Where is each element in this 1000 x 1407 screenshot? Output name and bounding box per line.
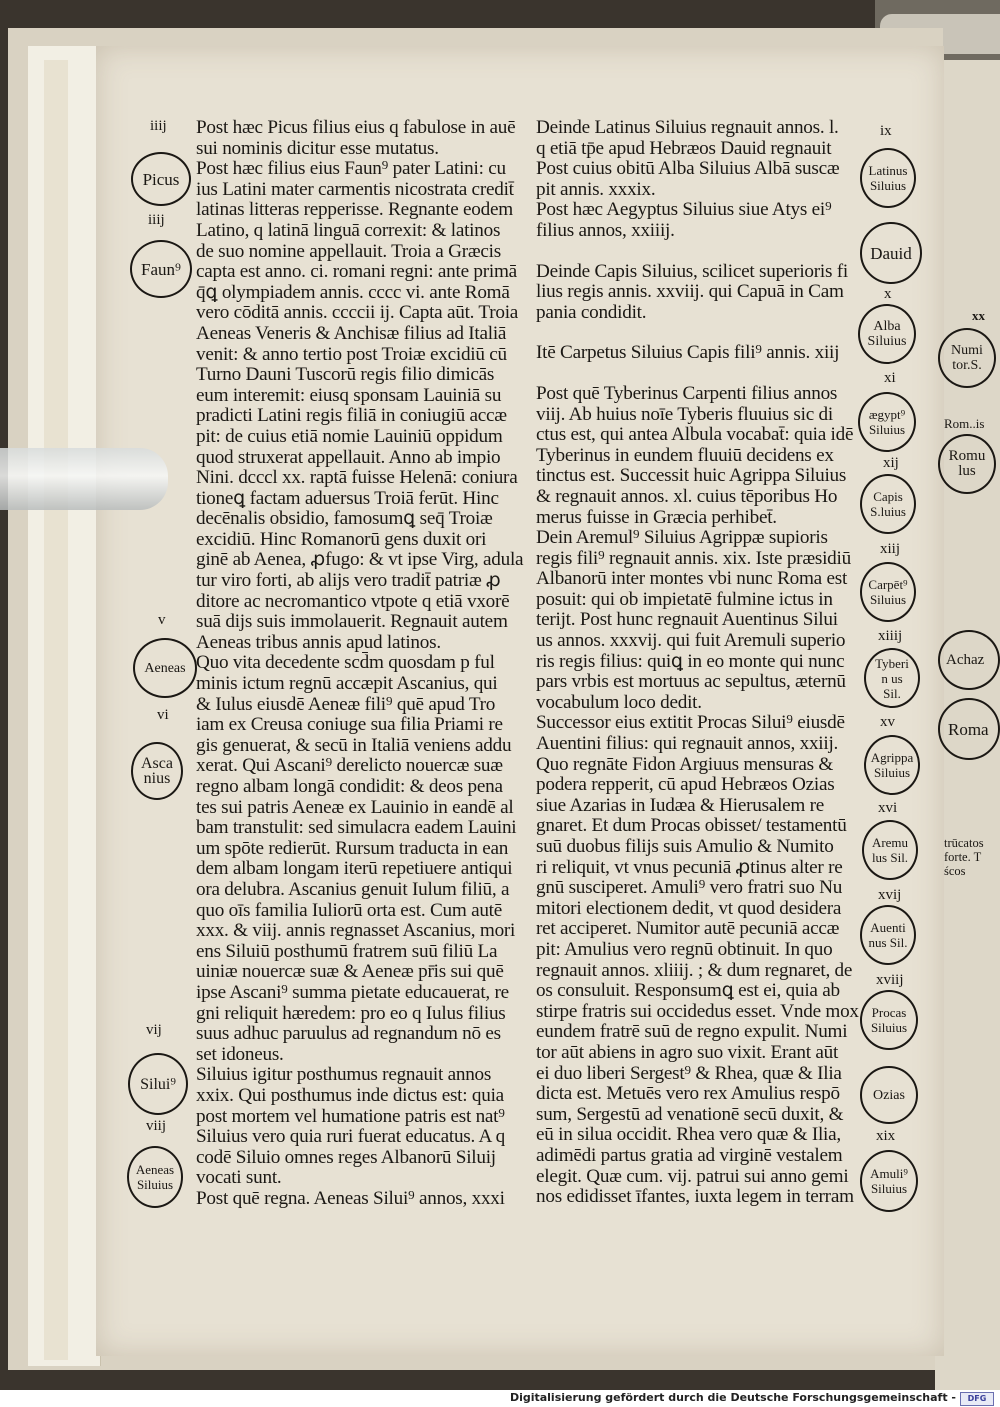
text-line: eum interemit: eiusq sponsam Lauiniā su [196,384,502,406]
margin-numeral: iiij [148,212,165,228]
roundel-aeneas: Aeneas [133,638,197,698]
text-line: q̄ꝗ olympiadem annis. cccc vi. ante Romā [196,281,510,303]
dfg-logo: DFG [960,1392,994,1406]
text-line: gis genuerat, & secū in Italiā veniens addu [196,734,512,756]
margin-numeral: v [158,612,166,628]
text-line: quod struxerat appellauit. Anno ab impio [196,446,501,468]
text-line: Siluius igitur posthumus regnauit annos [196,1064,492,1086]
roundel-numitor: Numi tor.S. [938,328,996,388]
text-line: ens Siluiū posthumū fratrem suū filiū La [196,940,498,962]
text-line: elegit. Quæ cum. vij. patrui sui anno gemi [536,1165,849,1187]
roundel-ozias: Ozias [860,1066,918,1124]
text-line: & Iulus eiusdē Aeneæ fili⁹ quē apud Tro [196,693,496,715]
text-line: vero cōditā annis. ccccii ij. Capta aūt. Troia [196,302,519,324]
text-line: Albanorū inter montes vbi nunc Roma est [536,568,848,590]
text-line: viij. Ab huius noīe Tyberis fluuius sic di [536,403,833,425]
text-line: uiniæ nouercæ suæ & Aeneæ pr̄is sui quē [196,961,504,983]
text-line: xxix. Qui posthumus inde dictus est: quia [196,1084,504,1106]
text-line: gnū susciperet. Amuli⁹ vero fratri suo Nu [536,877,843,899]
roundel-ascanius: Asca nius [131,742,183,800]
text-line: Post hæc Aegyptus Siluius siue Atys ei⁹ [536,199,832,221]
text-line: pit: de cuius etiā nomie Lauiniū oppidum [196,425,503,447]
text-line: post mortem vel humatione patris est nat⁹ [196,1105,505,1127]
right-text-column [536,118,858,1208]
roundel-auentinus-siluius: Auenti nus Sil. [860,905,916,965]
text-line: Post quē Tyberinus Carpenti filius annos [536,382,838,404]
text-line: Post cuius obitū Alba Siluius Albā suscæ [536,158,840,180]
text-line [536,242,858,262]
text-line: dicta est. Metuēs vero rex Amulius respō [536,1083,840,1105]
roundel-carpetus-siluius: Carpēt⁹ Siluius [860,562,916,622]
text-line: suā dijs suis immolauerit. Regnauit autem [196,611,508,633]
text-line: Post hæc filius eius Faun⁹ pater Latini: cu [196,158,506,180]
text-line: lius regis annis. xxviij. qui Capuā in Cam [536,281,844,303]
roundel-agrippa-siluius: Agrippa Siluius [864,735,920,795]
margin-numeral: x [884,286,892,302]
text-line: us annos. xxxvij. qui fuit Aremuli superio [536,630,846,652]
margin-numeral: xv [880,714,895,730]
text-line: & regnauit annos. xl. cuius tēporibus Ho [536,485,838,507]
margin-numeral: xiiij [878,628,903,644]
text-line: sui nominis dicitur esse mutatus. [196,137,439,159]
text-line: Turno Dauni Tuscorū regis filio dimicās [196,364,495,386]
text-line: bam transtulit: sed simulacra eadem Lauini [196,817,517,839]
text-line: pit annis. xxxix. [536,178,656,200]
text-line: eū in silua occidit. Rhea vero quæ & Ilia, [536,1124,841,1146]
text-line: suus adhuc paruulus ad regnandum nō es [196,1023,501,1045]
text-line: Post quē regna. Aeneas Silui⁹ annos, xxxi [196,1187,505,1209]
text-line: tioneꝗ factam aduersus Troiā ferūt. Hinc [196,487,499,509]
text-line: siue Azarias in Iudæa & Hierusalem re [536,794,825,816]
margin-numeral: xi [884,370,896,386]
text-line: Auentini filius: qui regnauit annos, xxiij. [536,733,839,755]
text-line: eundem fratrē suū de regno expulit. Numi [536,1021,848,1043]
roundel-romulus: Romu lus [938,434,996,494]
margin-numeral: xviij [876,972,904,988]
text-line: ctus est, qui antea Albula vocabat̄: quia idē [536,424,854,446]
margin-numeral: iiij [150,118,167,134]
margin-numeral: viij [146,1118,167,1134]
text-line: quo oīs familia Iuliorū orta est. Cum autē [196,899,503,921]
glass-clip [0,448,168,510]
text-line: ei duo liberi Sergest⁹ & Rhea, quæ & Ilia [536,1062,842,1084]
next-page-fragment: Rom..is [944,416,985,431]
text-line: Itē Carpetus Siluius Capis fili⁹ annis. xiij [536,342,840,364]
margin-numeral: xvij [878,887,902,903]
text-line: regno albam longā condidit: & deos pena [196,776,503,797]
text-line: pradicti Latini regis filiā in coniugiū accæ [196,405,507,427]
next-page-fragment: trūcatos forte. T ścos [944,836,984,878]
text-line: Dein Aremul⁹ Siluius Agrippæ supioris [536,527,828,549]
text-line [536,323,858,343]
next-page-numeral: xx [972,308,985,323]
footer-credit: Digitalisierung gefördert durch die Deutsche Forschungsgemeinschaft - [509,1391,956,1404]
text-line: nos edidisset īfantes, iuxta legem in terram [536,1186,854,1208]
text-line: Post hæc Picus filius eius q fabulose in auē [196,117,516,138]
text-line: codē Siluio omnes reges Albanorū Siluij [196,1146,496,1168]
text-line: filius annos, xxiiij. [536,219,675,241]
text-line: Tyberinus in eundem fluuiū decidens ex [536,444,834,466]
margin-numeral: xij [883,455,899,471]
text-line: podera repperit, cū apud Hebræos Ozias [536,774,835,796]
text-line: ret acciperet. Numitor autē pecuniā accæ [536,918,840,940]
margin-numeral: xiij [880,541,901,557]
text-line: gnaret. Et dum Procas obisset/ testamentū [536,815,847,837]
guard-strip-inner [44,60,68,1360]
text-line: um spōte redierūt. Rursum traducta in ean [196,837,509,859]
margin-numeral: xix [876,1128,896,1144]
text-line: ginē ab Aenea, ꝓfugo: & vt ipse Virg, adula [196,549,524,571]
text-line: stirpe fratris sui occidedus esset. Vnde mox [536,1000,859,1022]
text-line: ius Latini mater carmentis nicostrata credit̄ [196,178,514,200]
text-line: terijt. Post hunc regnauit Auentinus Silui [536,609,838,631]
text-line: suū duobus filijs suis Amulio & Numito [536,836,834,857]
text-line: Deinde Capis Siluius, scilicet superioris fi [536,260,848,282]
text-line: latinas litteras repperisse. Regnante eodem [196,199,513,221]
text-line: os consuluit. Responsumꝗ est ei, quia ab [536,980,840,1002]
roundel-amulius-siluius: Amuli⁹ Siluius [860,1150,918,1212]
text-line: pania condidit. [536,301,647,323]
text-line: posuit: qui ob impietatē fulmine ictus in [536,588,833,610]
text-line: merus fuisse in Græcia perhibet̄. [536,506,777,528]
text-line: mitori electionem dedit, vt quod desidera [536,897,842,919]
text-line: vocabulum loco dedit. [536,691,702,713]
text-line: Successor eius extitit Procas Silui⁹ eiusdē [536,712,845,734]
text-line: ris regis filius: quiꝗ in eo monte qui nunc [536,650,845,672]
roundel-dauid: Dauid [860,222,922,284]
text-line: ri reliquit, vt vnus pecuniā ꝓtinus alter re [536,856,843,878]
margin-numeral: xvi [878,800,898,816]
roundel-procas-siluius: Procas Siluius [860,990,918,1050]
text-line: Aeneas tribus annis apud latinos. [196,631,441,653]
text-line: Siluius vero quia ruri fuerat educatus. A q [196,1126,505,1148]
text-line: Latino, q latinā linguā correxit: & latinos [196,219,501,241]
text-line: iam ex Creusa coniuge sua filia Priami re [196,714,503,736]
text-line: ipse Ascani⁹ summa pietate educauerat, re [196,981,509,1003]
text-line: ditore ac necromantico vtpote q etiā vxorē [196,590,510,612]
text-line: xxx. & viij. annis regnasset Ascanius, mori [196,920,516,942]
text-line: tinctus est. Successit huic Agrippa Siluius [536,465,847,487]
text-line: tor aūt abiens in agro suo vixit. Erant aūt [536,1041,839,1063]
text-line: pars vrbis est mortuus ac sepultus, æternū [536,671,846,693]
text-line: tes sui patris Aeneæ ex Lauinio in eandē al [196,796,514,818]
text-line: dem albam longam iterū repetiuere antiqui [196,858,513,880]
roundel-tyberinus-siluius: Tyberi n us Sil. [864,648,920,708]
roundel-alba-siluius: Alba Siluius [858,304,916,364]
text-line: adimēdi partus gratia ad virginē vestalem [536,1144,843,1166]
margin-numeral: vi [157,707,169,723]
text-line: q etiā tp̄e apud Hebræos Dauid regnauit [536,137,832,159]
roundel-achaz: Achaz [938,630,1000,690]
text-line: gni reliquit hæredem: pro eo q Iulus filius [196,1002,506,1024]
roundel-aeneas-siluius: Aeneas Siluius [127,1146,183,1208]
text-line: minis ictum regnū accæpit Ascanius, qui [196,673,498,695]
roundel-roma: Roma [938,698,1000,760]
text-line [536,364,858,384]
text-line: ora delubra. Ascanius genuit Iulum filiū, a [196,878,510,900]
margin-numeral: vij [146,1022,162,1038]
margin-numeral: ix [880,123,892,139]
roundel-siluius: Silui⁹ [128,1053,188,1115]
text-line: regnauit annos. xliiij. ; & dum regnaret, de [536,959,853,981]
roundel-faunus: Faun⁹ [130,240,192,298]
text-line: de suo nomine appellauit. Troia a Græcis [196,240,501,262]
text-line: tur viro forti, ab alijs vero tradit̄ patriæ ꝓ [196,570,501,592]
text-line: decēnalis obsidio, famosumꝗ seq̄ Troiæ [196,508,493,530]
text-line: Deinde Latinus Siluius regnauit annos. l. [536,117,839,138]
text-line: xerat. Qui Ascani⁹ derelicto nouercæ suæ [196,755,503,777]
text-line: Nini. dcccl xx. raptā fuisse Helenā: coniura [196,467,518,489]
text-line: capta est anno. ci. romani regni: ante primā [196,261,517,283]
text-line: regis fili⁹ regnauit annis. xix. Iste præsidiū [536,547,851,569]
text-line: set idoneus. [196,1043,284,1065]
text-line: Quo vita decedente scd̄m quosdam p ful [196,652,495,674]
text-line: Aeneas Veneris & Anchisæ filius ad Italiā [196,322,507,344]
roundel-capis-siluius: Capis S.luius [860,474,916,534]
text-line: pit: Amulius vero regnū obtinuit. In quo [536,938,833,960]
left-text-column [196,117,524,1209]
text-line: vocati sunt. [196,1167,282,1189]
roundel-latinus-siluius: Latinus Siluius [860,148,916,208]
roundel-picus: Picus [131,152,191,206]
text-line: Quo regnāte Fidon Argiuus mensuras & [536,753,834,775]
text-line: venit: & anno tertio post Troiæ excidiū cū [196,343,507,365]
text-line: excidiū. Hinc Romanorū gens duxit ori [196,528,487,550]
text-line: sum, Sergestū ad venationē secū duxit, & [536,1103,844,1125]
roundel-aremulus-siluius: Aremu lus Sil. [862,820,918,880]
roundel-aegyptus-siluius: ægypt⁹ Siluius [858,392,916,452]
